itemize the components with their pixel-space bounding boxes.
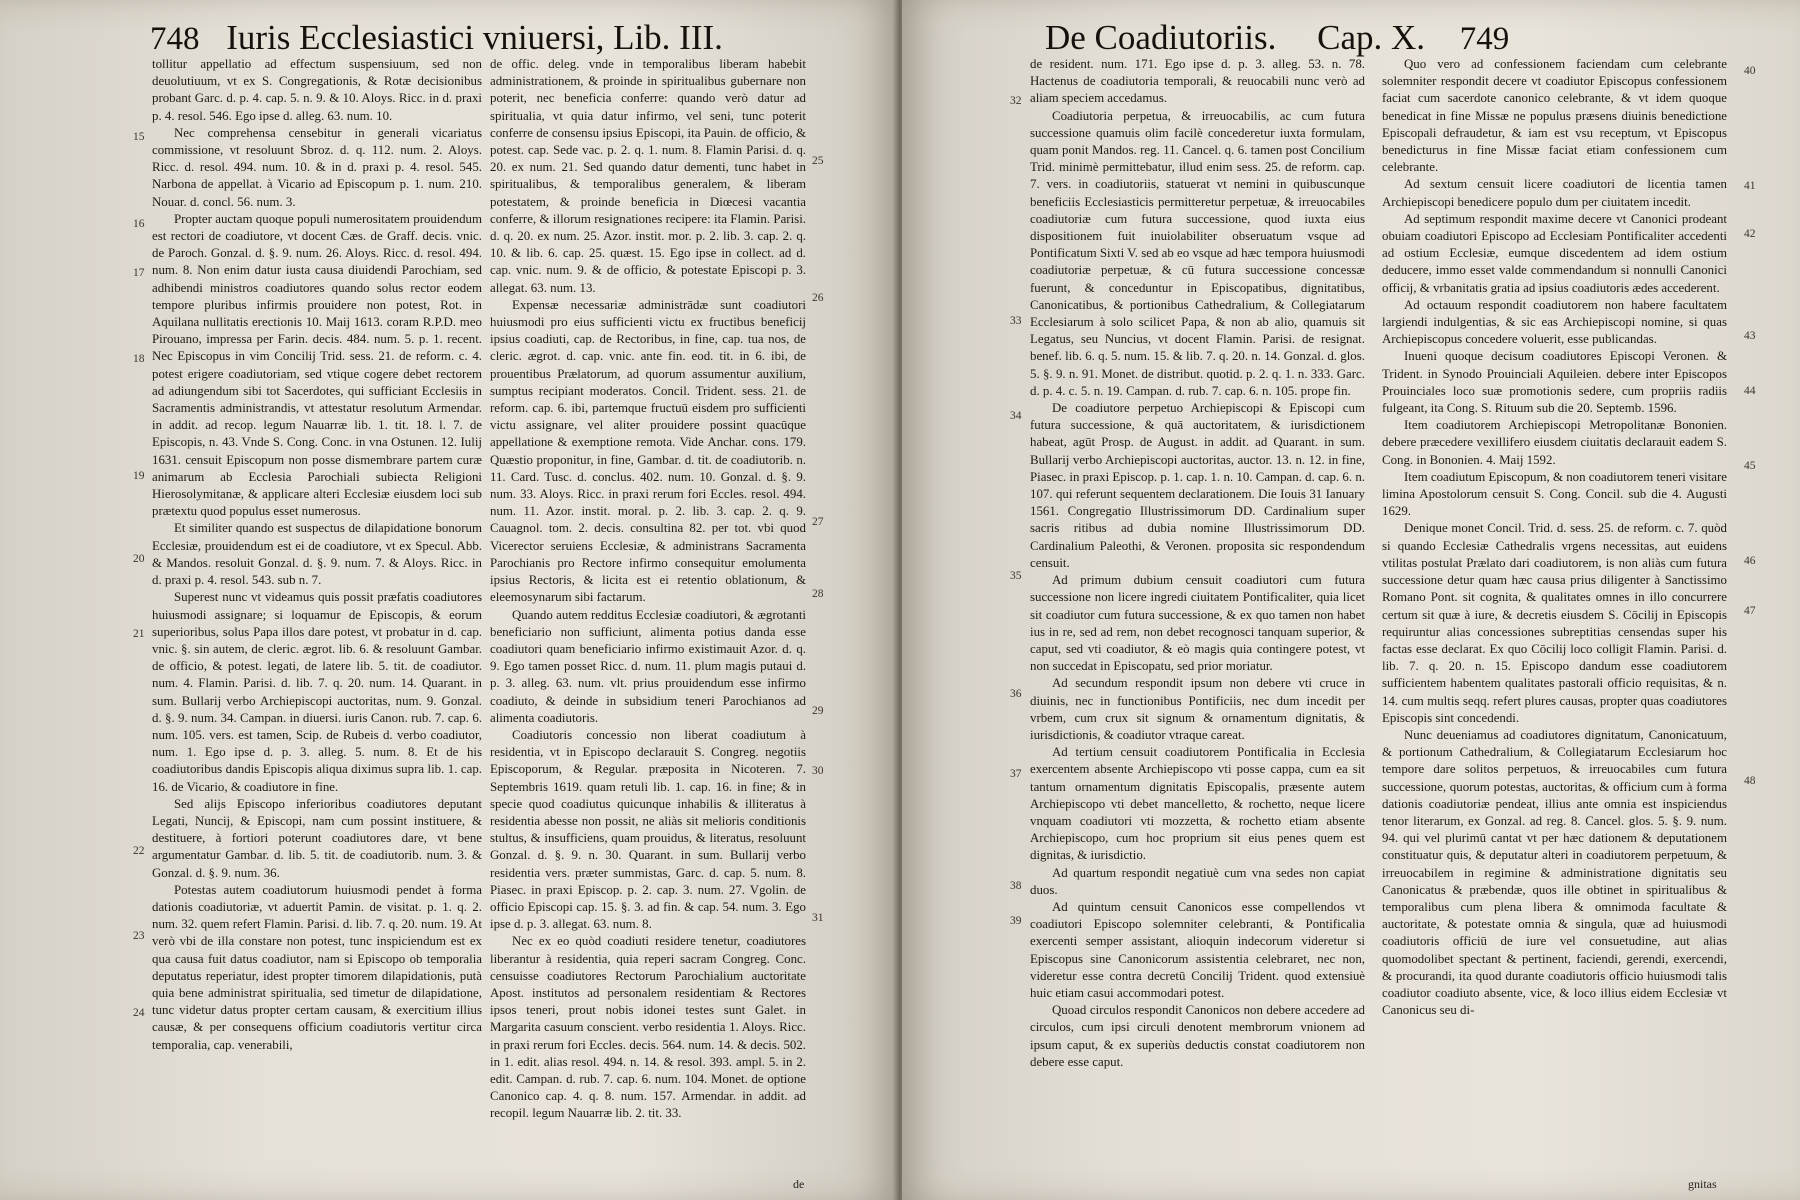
- margin-number: 35: [1010, 570, 1022, 582]
- paragraph: Ad octauum respondit coadiutorem non habere facultatem largiendi indulgentias, & sic eas Archiepiscopi nomine, si quas Archiepiscopus concedere voluerit, esse publicandas.: [1382, 297, 1727, 347]
- right-column-2: [1382, 56, 1727, 1019]
- margin-number: 17: [133, 267, 145, 279]
- paragraph: De coadiutore perpetuo Archiepiscopi & Episcopi cum futura successione, & quā auctoritatem, & iurisdictionem habeat, agūt Prosp. de August. in addit. ad Quarant. in sum. Bullarij verbo Archiepiscopi auctoritas, auctor. 13. n. 12. in fine, Piasec. in praxi Episcop. p. 1. cap. 1. n. 10. Campan. d. cap. 6. n. 107. qui referunt sequentem declarationem. Die Iouis 31 Ianuary 1561. Congregatio Illustrissimorum DD. Cardinalium super sacris ritibus ad dubia nomine Illustrissimorum DD. Cardinalium Paleothi, & Veronen. proposita sic respondendum censuit.: [1030, 401, 1365, 570]
- paragraph: Potestas autem coadiutorum huiusmodi pendet à forma dationis coadiutoriæ, vt aduertit Pamin. de visitat. p. 1. q. 2. num. 32. quem refert Flamin. Parisi. d. lib. 7. q. 20. num. 19. At verò vbi de illa constare non potest, tunc inspiciendum est ex qua causa fuit datus coadiutor, nam si Episcopo ob temporalia deputatus reperiatur, idest propter timorem dilapidationis, putà quia bene administrat spiritualia, sed timetur de dilapidatione, tunc videtur datus propter certam causam, & exercitium illius causæ, & per consequens officium coadiutoris vertitur circa temporalia, cap. venerabili,: [152, 882, 482, 1052]
- margin-number: 34: [1010, 410, 1022, 422]
- margin-number: 32: [1010, 95, 1022, 107]
- paragraph: Expensæ necessariæ administrādæ sunt coadiutori huiusmodi pro eius sufficienti victu ex fructibus beneficij ipsius coadiuti, cap. de Rectoribus, in fine, cap. tua nos, de cleric. ægrot. d. cap. vnic. ante fin. eod. tit. in 6. ibi, de prouentibus Prælatorum, ad quorum assumentur auxilium, sumptus recipiant moderatos. Concil. Trident. sess. 21. de reform. cap. 6. ibi, partemque fructuū eisdem pro sufficienti victu assignare, vel aliter prouidere possint quacūque appellatione & exemptione remota. Vide Anchar. cons. 179. Quæstio proponitur, in fine, Gambar. d. tit. de coadiutorib. n. 11. Card. Tusc. d. conclus. 402. num. 10. Gonzal. d. §. 9. num. 33. Aloys. Ricc. in praxi rerum fori Eccles. resol. 494. num. 11. Azor. instit. moral. p. 2. lib. 3. cap. 2. q. 9. Cauagnol. tom. 2. decis. consultina 82. per tot. vbi quod Vicerector seruiens Ecclesiæ, & administrans Sacramenta Parochianis pro Rectore infirmo consequitur emolumenta ipsius Rectoris, & licita est ei retentio oblationum, & eleemosynarum sibi factarum.: [490, 297, 806, 605]
- margin-number: 16: [133, 218, 145, 230]
- paragraph: Coadiutoria perpetua, & irreuocabilis, ac cum futura successione quamuis olim facilè concederetur iuxta formulam, quam ponit Mandos. reg. 11. Cancel. q. 6. tamen post Concilium Trid. minimè permittebatur, illud enim sess. 25. de reform. cap. 7. vers. in coadiutoriis, statuerat vt nemini in quibuscunque beneficiis Ecclesiasticis permitteretur perpetuæ, & irreuocabiles coadiutoriæ cum futura successione, quod iuxta eius dispositionem fuit inuiolabiliter obseruatum vsque ad Pontificatum Sixti V. sed ab eo vsque ad hæc tempora huiusmodi coadiutoriæ perpetuæ, & cū futura successione concessæ fuerunt, & conceduntur in Episcopatibus, dignitatibus, Canonicatibus, & portionibus Cathedralium, & Collegiatarum Ecclesiarum à solo scilicet Papa, & non ab alio, quamuis sit Legatus, seu Nuncius, vt docent Flamin. Parisi. de resignat. benef. lib. 6. q. 5. num. 15. & lib. 7. q. 20. n. 14. Gonzal. d. glos. 5. §. 9. n. 91. Monet. de distribut. quotid. p. 2. q. 1. n. 333. Garc. d. p. 4. c. 5. n. 19. Campan. d. rub. 7. cap. 6. n. 105. prope fin.: [1030, 108, 1366, 398]
- margin-number: 25: [812, 155, 824, 167]
- chapter-label: Cap. X.: [1317, 18, 1426, 57]
- margin-number: 38: [1010, 880, 1022, 892]
- margin-number: 31: [812, 912, 824, 924]
- margin-number: 30: [812, 765, 824, 777]
- paragraph: Propter auctam quoque populi numerositatem prouidendum est rectori de coadiutore, vt docent Cæs. de Graff. decis. vnic. de Paroch. Gonzal. d. §. 9. num. 26. Aloys. Ricc. d. resol. 494. num. 8. Non enim datur iusta causa diuidendi Parochiam, sed adhibendi ministros coadiutores quando solus rector eodem tempore pluribus infirmis prouidere non potest, Rot. in Aquilana nullitatis erectionis 10. Maij 1613. coram R.P.D. meo Pirouano, impressa per Farin. decis. 484. num. 5. p. 1. recent. Nec Episcopus in vim Concilij Trid. sess. 21. de reform. c. 4. potest erigere coadiutoriam, sed vtique cogere debet rectorem ad adiungendum sibi tot Sacerdotes, qui sufficiant Ecclesiis in Sacramentis administrandis, vt attestatur resolutum Armendar. in addit. ad recop. legum Nauarræ lib. 1. tit. 18. l. 7. de Episcopis, n. 43. Vnde S. Cong. Conc. in vna Ostunen. 12. Iulij 1631. censuit Episcopum non posse dismembrare partem curæ animarum ab Ecclesia Parochiali subiecta Religioni Hierosolymitanæ, & applicare alteri Ecclesiæ eiusdem loci sub prætextu quod populus esset numerosus.: [152, 211, 482, 519]
- margin-number: 26: [812, 292, 824, 304]
- margin-number: 21: [133, 628, 145, 640]
- margin-number: 43: [1744, 330, 1756, 342]
- paragraph: Quo vero ad confessionem faciendam cum celebrante solemniter respondit decere vt coadiutor Episcopus confessionem faciat cum sacerdote canonico celebrante, & vt idem quoque benedicat in fine Missæ ne populus præsens diuinis benedictione Episcopali defraudetur, & iam est vsu receptum, vt Episcopus benedicturus in fine Missæ faciat etiam confessionem cum celebrante.: [1382, 57, 1727, 175]
- paragraph: Et similiter quando est suspectus de dilapidatione bonorum Ecclesiæ, prouidendum est ei de coadiutore, vt ex Specul. Abb. & Mandos. resoluit Gonzal. d. §. 9. num. 7. & Aloys. Ricc. in d. praxi p. 4. resol. 543. sub n. 7.: [152, 521, 482, 588]
- margin-number: 29: [812, 705, 824, 717]
- paragraph: Item coadiutum Episcopum, & non coadiutorem teneri visitare limina Apostolorum censuit S. Cong. Concil. sub die 4. Augusti 1629.: [1382, 469, 1727, 519]
- margin-number: 28: [812, 588, 824, 600]
- margin-number: 39: [1010, 915, 1022, 927]
- left-column-2: [490, 56, 806, 1123]
- margin-number: 48: [1744, 775, 1756, 787]
- paragraph: de offic. deleg. vnde in temporalibus liberam habebit administrationem, & proinde in spiritualibus gubernare non poterit, nec beneficia conferre: quando verò datur ad spiritualia, vt quia datur infirmo, vel seni, tunc poterit conferre de consensu ipsius Episcopi, ita Pauin. de officio, & potest. cap. Sede vac. p. 2. q. 1. num. 8. Flamin Parisi. d. q. 20. ex num. 21. Sed quando datur dementi, tunc habet in spiritualibus, & temporalibus generalem, & liberam potestatem, & proinde beneficia in Diœcesi vacantia conferre, & illorum resignationes recipere: ita Flamin. Parisi. d. q. 20. ex num. 25. Azor. instit. mor. p. 2. lib. 3. cap. 2. q. 10. & lib. 6. cap. 25. quæst. 15. Ego ipse in collect. ad d. cap. vnic. num. 9. & de officio, & potestate Episcopi p. 3. allegat. 63. num. 13.: [490, 57, 806, 295]
- paragraph: Superest nunc vt videamus quis possit præfatis coadiutores huiusmodi assignare; si loquamur de Episcopis, & eorum superioribus, solus Papa illos dare potest, vt probatur in d. cap. vnic. §. sin autem, de cleric. ægrot. lib. 6. & resoluunt Gambar. de officio, & potest. legati, de latere lib. 5. tit. de coadiutor. num. 4. Flamin. Parisi. d. lib. 7. q. 20. num. 14. Quarant. in sum. Bullarij verbo Archiepiscopi auctoritas, num. 9. Gonzal. d. §. 9. num. 34. Campan. in diuersi. iuris Canon. rub. 7. cap. 6. num. 105. vers. est tamen, Scip. de Rubeis d. verbo coadiutor, num. 1. Ego ipse d. p. 3. alleg. 5. num. 8. Et de his coadiutoribus dandis Episcopis aliqua diximus supra lib. 1. cap. 16. de Vicario, & coadiutore in fine.: [152, 590, 482, 794]
- paragraph: tollitur appellatio ad effectum suspensiuum, sed non deuolutiuum, vt ex S. Congregationis, & Rotæ decisionibus probant Garc. d. p. 4. cap. 5. n. 9. & 10. Aloys. Ricc. in d. praxi p. 4. resol. 546. Ego ipse d. alleg. 63. num. 10.: [152, 57, 482, 123]
- margin-number: 37: [1010, 768, 1022, 780]
- margin-number: 20: [133, 553, 145, 565]
- paragraph: Nunc deueniamus ad coadiutores dignitatum, Canonicatuum, & portionum Cathedralium, & Collegiatarum Ecclesiarum hoc tempore dare solitos perpetuos, & irreuocabiles cum futura successione, quorum potestas, auctoritas, & officium cum à forma dationis coadiutoriæ pendeat, illius ante omnia est inspiciendus tenor literarum, ex Gonzal. ad reg. 8. Cancel. glos. 5. §. 9. num. 94. qui vel plurimū cantat vt per hæc dationem & deputationem constituatur quis, & deputatur alteri in coadiutorem perpetuum, & irreuocabilem in regimine & administratione dignitatis seu Canonicatus & præbendæ, quos ille obtinet in spiritualibus & temporalibus cum plena libera & omnimoda facultate & auctoritate, & potestate omnia & singula, quæ ad huiusmodi coadiutoris officiū de iure vel consuetudine, aut alias quomodolibet spectant & pertinent, faciendi, gerendi, exercendi, & procurandi, ita quod durante coadiutoris officio huiusmodi talis coadiutor coadiuto absente, vice, & loco illius eidem Ecclesiæ vt Canonicus seu di-: [1382, 727, 1727, 1018]
- margin-number: 36: [1010, 688, 1022, 700]
- paragraph: Ad primum dubium censuit coadiutori cum futura successione non licere ingredi ciuitatem Pontificaliter, quia licet sit coadiutor cum futura successione, & ex quo tamen non habet ius in re, sed ad rem, non debet recognosci tanquam superior, & caput, sed vti coadiutor, & eò magis quia contingere potest, vt non succedat in Episcopatu, sed prior moriatur.: [1030, 573, 1365, 674]
- margin-number: 33: [1010, 315, 1022, 327]
- margin-number: 18: [133, 353, 145, 365]
- margin-number: 15: [133, 131, 145, 143]
- right-catchword: gnitas: [1688, 1177, 1717, 1191]
- margin-number: 41: [1744, 180, 1756, 192]
- paragraph: Ad secundum respondit ipsum non debere vti cruce in diuinis, nec in functionibus Pontificiis, nec dum incedit per vrbem, cum crux sit signum & ornamentum dignitatis, & iurisdictionis, & coadiutor vtraque careat.: [1030, 676, 1365, 742]
- paragraph: Denique monet Concil. Trid. d. sess. 25. de reform. c. 7. quòd si quando Ecclesiæ Cathedralis vrgens necessitas, aut euidens vtilitas postulat Prælato dari coadiutorem, is non aliàs cum futura successione detur quam hæc causa prius diligenter à Sanctissimo Romano Pont. sit cognita, & qualitates omnes in illo concurrere certum sit quæ à iure, & decretis eiusdem S. Cōcilij in Episcopis requiruntur alias concessiones subreptitias censendas super his factas esse declarat. Ex quo Cōcilij loco colligit Flamin. Parisi. d. lib. 7. q. 20. n. 15. Episcopo dandum esse coadiutorem sufficientem habentem qualitates pastorali officio requisitas, & n. 14. cum multis seqq. refert plures causas, propter quas coadiutores Episcopis sint concedendi.: [1382, 521, 1727, 725]
- paragraph: Ad quintum censuit Canonicos esse compellendos vt coadiutori Episcopo solemniter celebranti, & Pontificalia exercenti semper assistant, alioquin indecorum videretur si Episcopus sine Canonicorum assistentia celebraret, nec non, videretur esse contra decretū Concilij Trident. quod extensiuè huic etiam casui accommodari potest.: [1030, 899, 1365, 1000]
- margin-number: 27: [812, 516, 824, 528]
- right-page: [902, 0, 1800, 1200]
- margin-number: 46: [1744, 555, 1756, 567]
- paragraph: Sed alijs Episcopo inferioribus coadiutores deputant Legati, Nuncij, & Episcopi, nam cum possint instituere, & destituere, à fortiori poterunt coadiutores dare, vt bene argumentatur Gambar. d. lib. 5. tit. de coadiutorib. num. 3. & Gonzal. d. §. 9. num. 36.: [152, 796, 482, 880]
- paragraph: Ad sextum censuit licere coadiutori de licentia tamen Archiepiscopi benedicere populo dum per ciuitatem incedit.: [1382, 177, 1727, 209]
- margin-number: 44: [1744, 385, 1756, 397]
- left-running-head: [150, 16, 850, 60]
- paragraph: Quoad circulos respondit Canonicos non debere accedere ad circulos, cum ipsi circuli denotent membrorum vnionem ad ipsum caput, & ex superiùs deductis constat coadiutorem non debere esse caput.: [1030, 1003, 1365, 1069]
- right-page-number: 749: [1459, 21, 1510, 57]
- paragraph: Item coadiutorem Archiepiscopi Metropolitanæ Bononien. debere præcedere vexillifero eiusdem ciuitatis declarauit eadem S. Cong. in Bononien. 4. Maij 1592.: [1382, 418, 1727, 467]
- paragraph: Inueni quoque decisum coadiutores Episcopi Veronen. & Trident. in Synodo Prouinciali Aquileien. debere inter Episcopos Prouinciales loco suæ promotionis sedere, cum propriis radiis fulgeant, ita Cong. S. Rituum sub die 20. Septemb. 1596.: [1382, 349, 1727, 416]
- margin-number: 42: [1744, 228, 1756, 240]
- margin-number: 22: [133, 845, 145, 857]
- paragraph: Nec ex eo quòd coadiuti residere tenetur, coadiutores liberantur à residentia, quia reperi sacram Congreg. Conc. censuisse coadiutores Rectorum Parochialium auctoritate Apost. institutos ad personalem residentiam & Rectores ipsos teneri, prout nobis idonei testes sunt Galet. in Margarita casuum conscient. verbo residentia 1. Aloys. Ricc. in praxi rerum fori Eccles. decis. 564. num. 14. & decis. 502. in 1. edit. alias resol. 494. n. 14. & resol. 393. ampl. 5. in 2. edit. Campan. d. rub. 7. cap. 6. num. 104. Monet. de optione Canonico cap. 4. q. 8. num. 157. Armendar. in addit. ad recopil. legum Nauarræ lib. 2. tit. 33.: [490, 934, 806, 1121]
- paragraph: Ad tertium censuit coadiutorem Pontificalia in Ecclesia exercentem absente Archiepiscopo vti posse cappa, cum ea sit tantum ornamentum dignitatis Episcopalis, præsente autem Archiepiscopo vti debet mancelletto, & rochetto, neque licere vnquam coadiutori vti mozzetta, & rochetto etiam absente Archiepiscopo, cum hoc proprium sit eius penes quem est dignitas, & iurisdictio.: [1030, 745, 1365, 863]
- paragraph: Nec comprehensa censebitur in generali vicariatus commissione, vt resoluunt Sbroz. d. q. 112. num. 2. Aloys. Ricc. d. resol. 494. num. 10. & in d. praxi p. 4. resol. 545. Narbona de appellat. à Vicario ad Episcopum p. 1. num. 210. Nouar. d. concl. 56. num. 3.: [152, 125, 482, 209]
- margin-number: 40: [1744, 65, 1756, 77]
- margin-number: 23: [133, 930, 145, 942]
- left-column-1: [152, 56, 482, 1054]
- margin-number: 45: [1744, 460, 1756, 472]
- paragraph: de resident. num. 171. Ego ipse d. p. 3. alleg. 53. n. 78. Hactenus de coadiutoria temporali, & reuocabili nunc verò ad aliam speciem accedamus.: [1030, 57, 1365, 106]
- paragraph: Ad septimum respondit maxime decere vt Canonici prodeant obuiam coadiutori Episcopo ad Ecclesiam Pontificaliter accedenti ad ostium Ecclesiæ, eumque discedentem ad idem ostium deducere, immo esset valde commendandum si nonnulli Canonici officij, & vrbanitatis gratia ad ipsius coadiutoris ædes accederent.: [1382, 211, 1727, 295]
- margin-number: 19: [133, 470, 145, 482]
- margin-number: 24: [133, 1007, 145, 1019]
- left-running-title: Iuris Ecclesiastici vniuersi, Lib. III.: [226, 18, 723, 57]
- right-running-title: De Coadiutoriis.: [1045, 18, 1277, 57]
- right-running-head: [1045, 16, 1765, 60]
- left-page-number: 748: [150, 21, 200, 57]
- left-page: [0, 0, 898, 1200]
- right-column-1: [1030, 56, 1365, 1071]
- paragraph: Quando autem redditus Ecclesiæ coadiutori, & ægrotanti beneficiario non sufficiunt, alimenta potius danda esse coadiutori quam beneficiario infirmo existimauit Azor. d. q. 9. Ego tamen posset Ricc. d. num. 11. plum magis putaui d. p. 3. alleg. 63. num. vlt. prius prouidendum esse infirmo coadiuto, & deinde in subsidium teneri Parochianos ad alimenta coadiutoris.: [490, 607, 806, 725]
- margin-number: 47: [1744, 605, 1756, 617]
- paragraph: Coadiutoris concessio non liberat coadiutum à residentia, vt in Episcopo declarauit S. Congreg. negotiis Episcoporum, & Regular. præposita in Nicoteren. 7. Septembris 1619. quam retuli lib. 1. cap. 16. in fine; & in specie quod coadiutus quicunque inhabilis & illiteratus à residentia abesse non possit, ne aliàs sit melioris conditionis stultus, & insufficiens, quam prouidus, & literatus, resoluunt Gonzal. d. §. 9. n. 30. Quarant. in sum. Bullarij verbo residentia vers. præter summistas, Garc. d. cap. 5. num. 8. Piasec. in praxi Episcop. p. 2. cap. 3. num. 27. Vgolin. de officio Episcopi cap. 15. §. 3. ad fin. & cap. 54. num. 3. Ego ipse d. p. 3. allegat. 63. num. 8.: [490, 727, 806, 932]
- left-catchword: de: [793, 1177, 805, 1191]
- paragraph: Ad quartum respondit negatiuè cum vna sedes non capiat duos.: [1030, 865, 1365, 897]
